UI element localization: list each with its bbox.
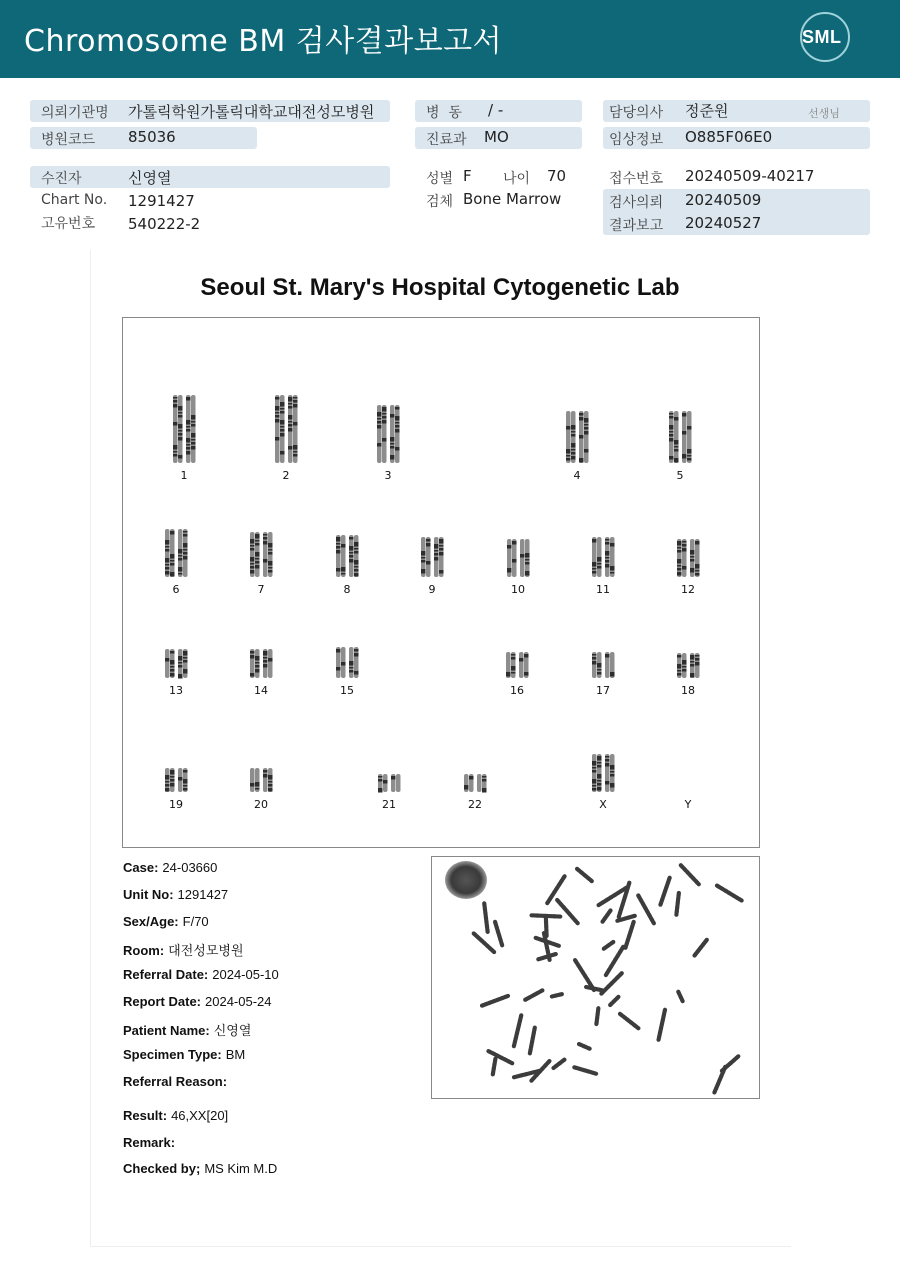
field-label: Room: xyxy=(123,943,165,958)
karyogram xyxy=(122,317,760,848)
chromosome-pair-graphic xyxy=(159,394,209,464)
metaphase-chromosome xyxy=(596,1008,598,1024)
logo-text: SML xyxy=(802,27,842,47)
metaphase-chromosome xyxy=(586,987,602,990)
doctor-value: 정준원 xyxy=(685,102,729,120)
metaphase-chromosome xyxy=(482,996,508,1006)
specimen-label: 검체 xyxy=(426,194,454,210)
chromosome-label: 22 xyxy=(468,798,482,811)
request-date-label: 검사의뢰 xyxy=(609,195,664,211)
report-title: Chromosome BM 검사결과보고서 xyxy=(24,24,503,59)
patient-name-label: 수진자 xyxy=(41,171,82,187)
field-value: 46,XX[20] xyxy=(171,1108,229,1123)
chromosome-pair-graphic xyxy=(493,538,543,578)
chromosome-pair-graphic xyxy=(655,410,705,464)
chromosome-label: 9 xyxy=(428,583,436,596)
field-value: 대전성모병원 xyxy=(168,943,244,958)
unit-no-field xyxy=(123,887,228,902)
metaphase-chromosome xyxy=(601,973,622,994)
chromosome-2 xyxy=(261,394,311,482)
doctor-label: 담당의사 xyxy=(609,105,664,121)
chromosome-10 xyxy=(493,538,543,596)
chromosome-pair-graphic xyxy=(151,767,201,793)
chromosome-12 xyxy=(663,538,713,596)
chromosome-pair-graphic xyxy=(236,648,286,679)
metaphase-chromosome xyxy=(695,940,707,956)
chromosome-21 xyxy=(364,773,414,811)
metaphase-chromosome xyxy=(525,990,542,999)
field-label: Referral Reason: xyxy=(123,1074,228,1089)
chromosome-16 xyxy=(492,651,542,697)
metaphase-chromosome xyxy=(722,1056,738,1071)
doctor-suffix: 선생님 xyxy=(808,107,840,120)
field-value: BM xyxy=(225,1047,246,1062)
field-value: 24-03660 xyxy=(162,860,218,875)
metaphase-chromosome xyxy=(681,865,699,884)
chromosome-pair-graphic xyxy=(261,394,311,464)
metaphase-chromosome xyxy=(717,886,742,901)
chromosome-1 xyxy=(159,394,209,482)
chromosome-8 xyxy=(322,534,372,596)
chromosome-pair-graphic xyxy=(151,648,201,679)
metaphase-chromosome xyxy=(620,1014,638,1028)
field-value: 신영열 xyxy=(213,1023,252,1038)
chromosome-pair-graphic xyxy=(663,652,713,679)
metaphase-chromosome xyxy=(574,1067,596,1073)
chromosome-19 xyxy=(151,767,201,811)
chromosome-y xyxy=(663,788,713,811)
metaphase-chromosome xyxy=(538,954,555,959)
receipt-no-label: 접수번호 xyxy=(609,171,664,187)
chromosome-pair-graphic xyxy=(552,410,602,464)
chromosome-label: X xyxy=(599,798,607,811)
chromosome-label: 3 xyxy=(384,469,392,482)
ward-value: / - xyxy=(488,101,504,119)
receipt-no-value: 20240509-40217 xyxy=(685,167,815,185)
metaphase-chromosome xyxy=(484,903,487,932)
metaphase-chromosome xyxy=(659,1010,665,1040)
chromosome-9 xyxy=(407,536,457,596)
sex-label: 성별 xyxy=(426,171,454,187)
chromosome-14 xyxy=(236,648,286,697)
metaphase-chromosome xyxy=(678,992,682,1001)
chromosome-label: 19 xyxy=(169,798,183,811)
chromosome-18 xyxy=(663,652,713,697)
chromosome-label: 15 xyxy=(340,684,354,697)
metaphase-chromosome xyxy=(553,1060,564,1068)
chromosome-pair-graphic xyxy=(492,651,542,679)
metaphase-chromosome xyxy=(474,933,494,952)
report-date-label: 결과보고 xyxy=(609,218,664,234)
field-label: Referral Date: xyxy=(123,967,209,982)
chromosome-13 xyxy=(151,648,201,697)
chromosome-7 xyxy=(236,531,286,596)
request-date-value: 20240509 xyxy=(685,191,762,209)
sex-value: F xyxy=(463,167,472,185)
chromosome-label: 10 xyxy=(511,583,525,596)
specimen-value: Bone Marrow xyxy=(463,190,562,208)
referral-date-field xyxy=(123,967,279,982)
chart-no-label: Chart No. xyxy=(41,192,108,208)
field-label: Remark: xyxy=(123,1135,176,1150)
chromosome-label: 5 xyxy=(676,469,684,482)
chromosome-pair-graphic xyxy=(663,538,713,578)
metaphase-chromosome xyxy=(603,942,613,949)
metaphase-chromosome xyxy=(577,869,592,881)
department-label: 진료과 xyxy=(426,132,467,148)
chromosome-pair-graphic xyxy=(364,773,414,793)
chromosome-label: 11 xyxy=(596,583,610,596)
chromosome-15 xyxy=(322,646,372,697)
chromosome-pair-graphic xyxy=(578,651,628,679)
metaphase-chromosome xyxy=(575,960,594,990)
field-value: 1291427 xyxy=(177,887,229,902)
hospital-code-value: 85036 xyxy=(128,128,176,146)
chromosome-label: Y xyxy=(684,798,692,811)
header-bar xyxy=(0,0,900,78)
institution-label: 의뢰기관명 xyxy=(41,105,109,121)
chromosome-label: 12 xyxy=(681,583,695,596)
metaphase-chromosome xyxy=(610,997,619,1005)
hospital-code-label: 병원코드 xyxy=(41,132,96,148)
field-label: Unit No: xyxy=(123,887,174,902)
field-label: Sex/Age: xyxy=(123,914,179,929)
metaphase-chromosome xyxy=(493,1059,496,1075)
chromosome-3 xyxy=(363,404,413,482)
field-label: Specimen Type: xyxy=(123,1047,222,1062)
report-date-value: 20240527 xyxy=(685,214,762,232)
metaphase-chromosome xyxy=(579,1044,590,1049)
chromosome-x xyxy=(578,753,628,811)
chromosome-label: 14 xyxy=(254,684,268,697)
chromosome-4 xyxy=(552,410,602,482)
checked-by-field xyxy=(123,1161,277,1176)
chromosome-pair-graphic xyxy=(578,536,628,578)
chromosome-label: 17 xyxy=(596,684,610,697)
chromosome-label: 21 xyxy=(382,798,396,811)
chromosome-pair-graphic xyxy=(322,646,372,679)
patient-name-field xyxy=(123,1020,251,1039)
info-band xyxy=(30,166,390,188)
chromosome-label: 13 xyxy=(169,684,183,697)
metaphase-image xyxy=(431,856,760,1099)
unique-no-value: 540222-2 xyxy=(128,215,201,233)
age-label: 나이 xyxy=(503,171,531,187)
metaphase-chromosome xyxy=(603,910,611,921)
case-field xyxy=(123,860,217,875)
report-date-field xyxy=(123,994,272,1009)
chart-no-value: 1291427 xyxy=(128,192,195,210)
chromosome-pair-graphic xyxy=(363,404,413,464)
field-value: F/70 xyxy=(182,914,209,929)
metaphase-spread xyxy=(432,857,759,1098)
metaphase-chromosome xyxy=(488,1051,512,1063)
patient-name-value: 신영열 xyxy=(128,169,172,187)
field-value: 2024-05-10 xyxy=(212,967,279,982)
chromosome-label: 2 xyxy=(282,469,290,482)
metaphase-chromosome xyxy=(557,900,578,923)
sml-logo xyxy=(800,12,852,64)
institution-value: 가톨릭학원가톨릭대학교대전성모병원 xyxy=(128,103,375,121)
field-label: Patient Name: xyxy=(123,1023,210,1038)
clinical-info-value: O885F06E0 xyxy=(685,128,773,146)
chromosome-label: 1 xyxy=(180,469,188,482)
chromosome-20 xyxy=(236,767,286,811)
field-value: 2024-05-24 xyxy=(205,994,272,1009)
field-label: Report Date: xyxy=(123,994,202,1009)
lab-title: Seoul St. Mary's Hospital Cytogenetic Lab xyxy=(200,274,680,301)
chromosome-6 xyxy=(151,528,201,596)
chromosome-11 xyxy=(578,536,628,596)
chromosome-22 xyxy=(450,773,500,811)
chromosome-17 xyxy=(578,651,628,697)
chromosome-pair-graphic xyxy=(450,773,500,793)
metaphase-chromosome xyxy=(638,895,654,923)
chromosome-pair-graphic xyxy=(322,534,372,578)
metaphase-chromosome xyxy=(514,1015,521,1046)
chromosome-pair-graphic xyxy=(578,753,628,793)
metaphase-chromosome xyxy=(676,893,678,915)
ward-label: 병 동 xyxy=(426,105,462,121)
sex-age-field xyxy=(123,914,209,929)
chromosome-label: 18 xyxy=(681,684,695,697)
chromosome-label: 20 xyxy=(254,798,268,811)
remark-field xyxy=(123,1135,179,1150)
chromosome-pair-graphic xyxy=(151,528,201,578)
field-label: Checked by; xyxy=(123,1161,201,1176)
metaphase-chromosome xyxy=(660,878,669,905)
field-value: MS Kim M.D xyxy=(204,1161,278,1176)
referral-reason-field xyxy=(123,1074,231,1089)
room-field xyxy=(123,940,244,959)
chromosome-pair-graphic xyxy=(407,536,457,578)
chromosome-pair-graphic xyxy=(236,531,286,578)
metaphase-chromosome xyxy=(530,1028,535,1054)
specimen-type-field xyxy=(123,1047,245,1062)
chromosome-pair-graphic xyxy=(236,767,286,793)
clinical-info-label: 임상정보 xyxy=(609,132,664,148)
metaphase-chromosome xyxy=(606,947,624,976)
unique-no-label: 고유번호 xyxy=(41,216,96,232)
department-value: MO xyxy=(484,128,509,146)
field-label: Result: xyxy=(123,1108,168,1123)
age-value: 70 xyxy=(547,167,567,185)
metaphase-chromosome xyxy=(552,994,562,996)
chromosome-5 xyxy=(655,410,705,482)
result-field xyxy=(123,1108,228,1123)
chromosome-label: 16 xyxy=(510,684,524,697)
metaphase-chromosome xyxy=(625,922,633,948)
chromosome-label: 6 xyxy=(172,583,180,596)
chromosome-label: 4 xyxy=(573,469,581,482)
chromosome-label: 8 xyxy=(343,583,351,596)
metaphase-chromosome xyxy=(495,922,502,946)
interphase-nucleus xyxy=(445,861,487,899)
field-label: Case: xyxy=(123,860,159,875)
chromosome-label: 7 xyxy=(257,583,265,596)
